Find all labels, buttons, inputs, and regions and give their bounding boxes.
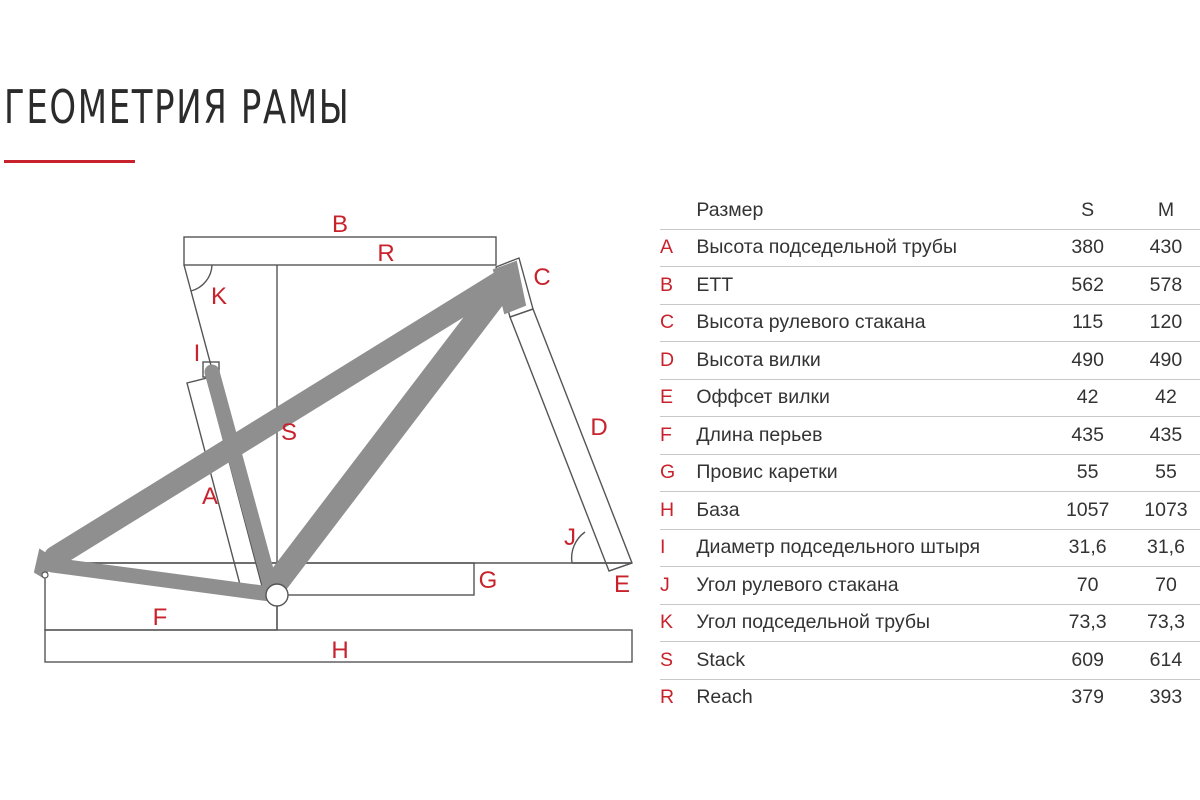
row-key: A <box>660 229 696 267</box>
row-key: D <box>660 342 696 380</box>
row-parameter: Reach <box>696 679 1043 716</box>
dimension-e-line <box>609 563 632 571</box>
table-header-row <box>660 192 1200 229</box>
row-value-m: 73,3 <box>1132 604 1200 642</box>
row-value-m: 42 <box>1132 379 1200 417</box>
row-parameter: Угол подседельной трубы <box>696 604 1043 642</box>
bottom-bracket <box>266 584 288 606</box>
frame-geometry-diagram <box>0 0 660 720</box>
top-tube-seatstay <box>55 280 503 557</box>
table-row <box>660 567 1200 605</box>
row-parameter: Высота вилки <box>696 342 1043 380</box>
page-title: ГЕОМЕТРИЯ РАМЫ <box>4 80 351 134</box>
geometry-table <box>660 192 1200 716</box>
table-row <box>660 229 1200 267</box>
table-row <box>660 267 1200 305</box>
label-d: D <box>590 414 608 441</box>
table-row <box>660 304 1200 342</box>
label-a: A <box>201 483 219 510</box>
row-parameter: Высота подседельной трубы <box>696 229 1043 267</box>
label-j: J <box>564 524 576 551</box>
row-value-s: 609 <box>1043 642 1131 680</box>
dimension-b-box <box>184 237 496 265</box>
row-parameter: Диаметр подседельного штыря <box>696 529 1043 567</box>
row-key: E <box>660 379 696 417</box>
label-k: K <box>210 283 228 310</box>
row-value-m: 430 <box>1132 229 1200 267</box>
row-value-m: 490 <box>1132 342 1200 380</box>
seat-tube <box>212 372 272 592</box>
size-m-header: M <box>1157 198 1175 221</box>
row-value-s: 70 <box>1043 567 1131 605</box>
row-value-s: 435 <box>1043 417 1131 455</box>
row-key: J <box>660 567 696 605</box>
label-h: H <box>331 637 349 664</box>
table-row <box>660 492 1200 530</box>
row-key: B <box>660 267 696 305</box>
label-e: E <box>613 571 631 598</box>
label-f: F <box>152 604 168 631</box>
row-value-s: 31,6 <box>1043 529 1131 567</box>
row-value-s: 55 <box>1043 454 1131 492</box>
row-value-s: 115 <box>1043 304 1131 342</box>
row-parameter: Stack <box>696 642 1043 680</box>
label-i: I <box>193 340 201 367</box>
chainstay <box>52 565 270 594</box>
row-value-m: 435 <box>1132 417 1200 455</box>
row-parameter: Провис каретки <box>696 454 1043 492</box>
label-c: C <box>533 264 551 291</box>
row-key: G <box>660 454 696 492</box>
row-value-s: 380 <box>1043 229 1131 267</box>
row-parameter: Угол рулевого стакана <box>696 567 1043 605</box>
row-value-m: 120 <box>1132 304 1200 342</box>
row-value-m: 70 <box>1132 567 1200 605</box>
row-value-s: 73,3 <box>1043 604 1131 642</box>
row-parameter: ETT <box>696 267 1043 305</box>
table-row <box>660 604 1200 642</box>
dimension-g-box <box>277 563 474 595</box>
row-parameter: База <box>696 492 1043 530</box>
row-value-m: 31,6 <box>1132 529 1200 567</box>
row-value-s: 42 <box>1043 379 1131 417</box>
table-row <box>660 642 1200 680</box>
row-key: I <box>660 529 696 567</box>
row-value-m: 55 <box>1132 454 1200 492</box>
label-s: S <box>280 419 298 446</box>
table-row <box>660 529 1200 567</box>
row-key: K <box>660 604 696 642</box>
row-value-m: 614 <box>1132 642 1200 680</box>
row-value-m: 1073 <box>1132 492 1200 530</box>
row-value-s: 1057 <box>1043 492 1131 530</box>
row-value-s: 490 <box>1043 342 1131 380</box>
label-b: B <box>331 211 349 238</box>
table-row <box>660 379 1200 417</box>
row-key: S <box>660 642 696 680</box>
row-parameter: Оффсет вилки <box>696 379 1043 417</box>
row-key: F <box>660 417 696 455</box>
row-key: C <box>660 304 696 342</box>
row-value-s: 562 <box>1043 267 1131 305</box>
size-column-header: Размер <box>696 198 764 221</box>
table-row <box>660 454 1200 492</box>
table-row <box>660 679 1200 716</box>
size-s-header: S <box>1081 198 1095 221</box>
label-g: G <box>478 567 498 594</box>
angle-k-arc <box>191 265 212 291</box>
row-parameter: Длина перьев <box>696 417 1043 455</box>
row-key: R <box>660 679 696 716</box>
table-row <box>660 417 1200 455</box>
label-r: R <box>377 240 395 267</box>
down-tube <box>274 280 507 586</box>
row-key: H <box>660 492 696 530</box>
rear-axle <box>42 572 48 578</box>
row-value-s: 379 <box>1043 679 1131 716</box>
table-row <box>660 342 1200 380</box>
row-value-m: 393 <box>1132 679 1200 716</box>
row-parameter: Высота рулевого стакана <box>696 304 1043 342</box>
row-value-m: 578 <box>1132 267 1200 305</box>
